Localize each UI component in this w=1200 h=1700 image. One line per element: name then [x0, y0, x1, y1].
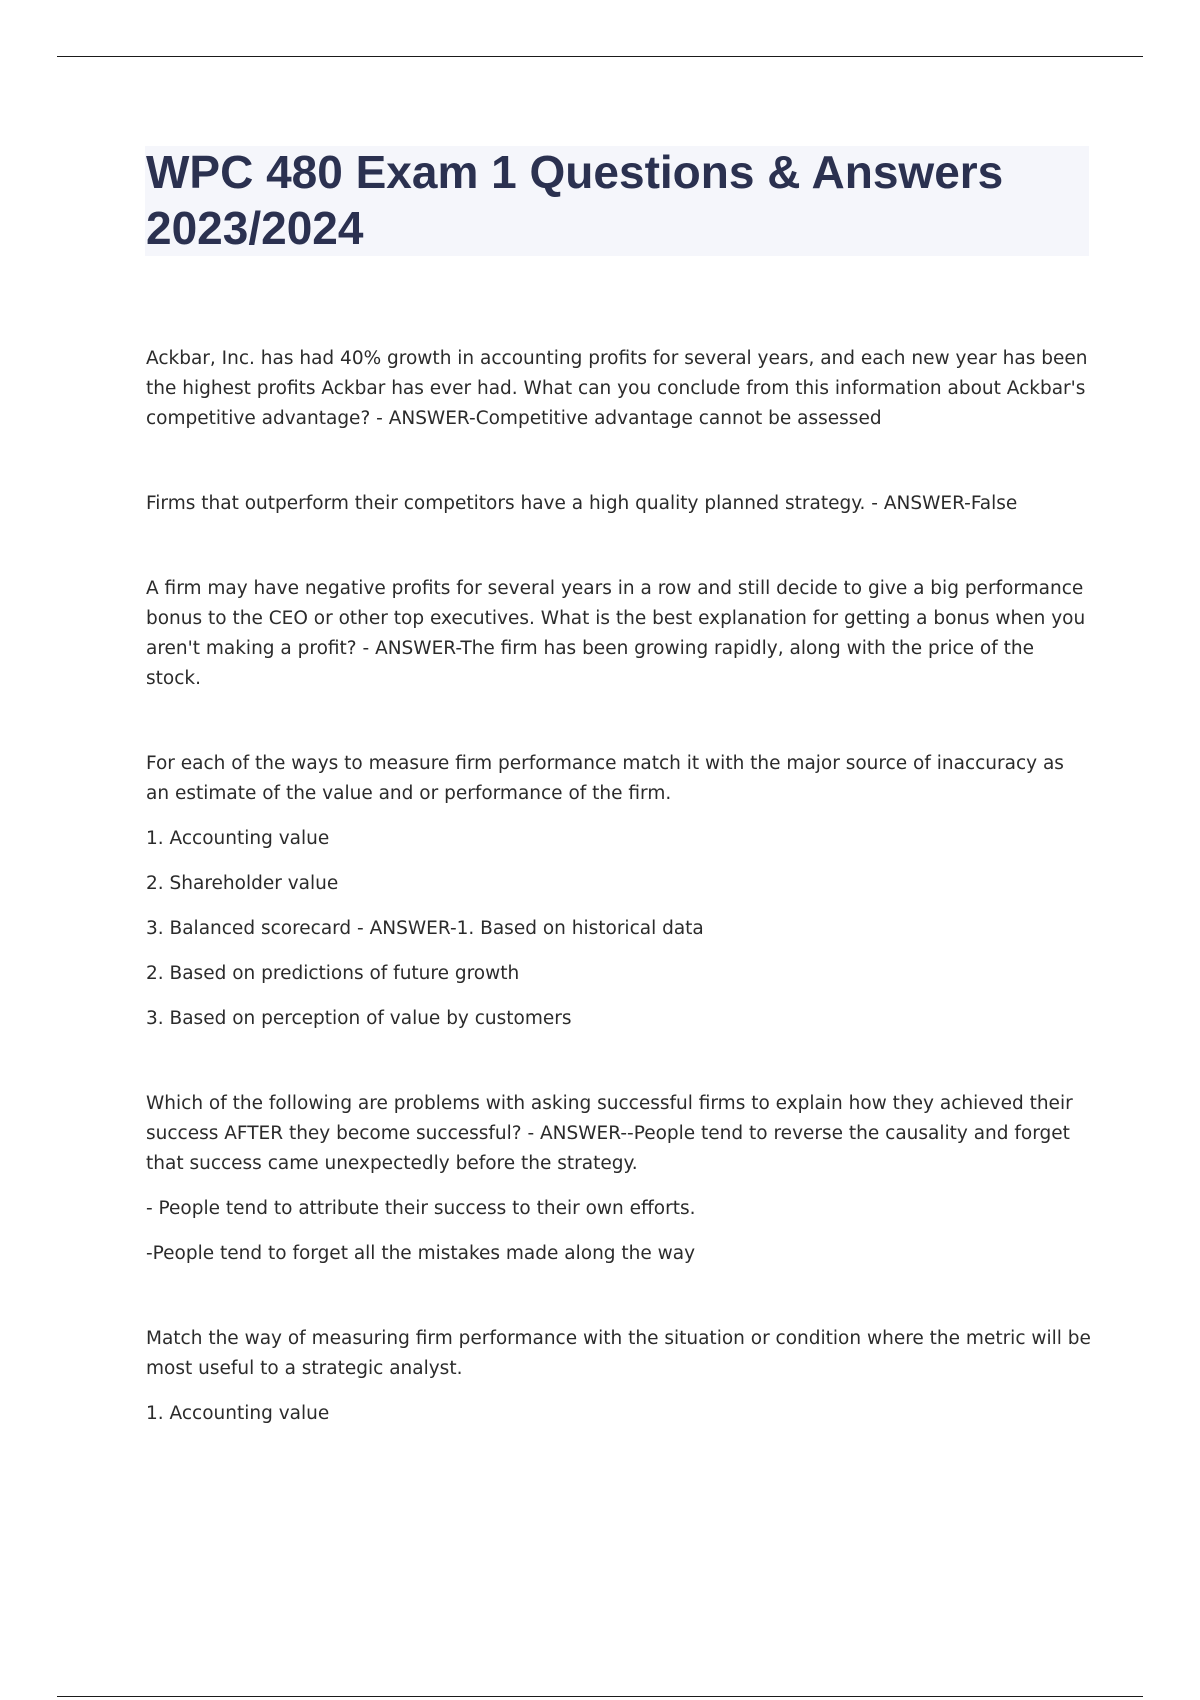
- qa-item: [146, 749, 1092, 1034]
- document-title: [146, 144, 1086, 256]
- qa-paragraph: 1. Accounting value: [146, 828, 330, 849]
- qa-paragraph: 2. Shareholder value: [146, 873, 339, 894]
- qa-paragraph: Match the way of measuring firm performance with the situation or condition where the metric will be most useful to a strategic analyst.: [146, 1328, 1091, 1379]
- top-rule: [57, 56, 1143, 57]
- qa-item: [146, 344, 1092, 434]
- qa-item: [146, 1089, 1092, 1269]
- qa-paragraph: Ackbar, Inc. has had 40% growth in accounting profits for several years, and each new year has been the highest profits Ackbar has ever had. What can you conclude from this information about Ackbar's competitive advantage? - ANSWER-Competitive advantage cannot be assessed: [146, 348, 1088, 429]
- title-line-2: 2023/2024: [146, 202, 364, 254]
- qa-item: [146, 1324, 1092, 1429]
- qa-paragraph: 2. Based on predictions of future growth: [146, 963, 520, 984]
- title-line-1: WPC 480 Exam 1 Questions & Answers: [146, 146, 1004, 198]
- qa-paragraph: For each of the ways to measure firm performance match it with the major source of inaccuracy as an estimate of the value and or performance of the firm.: [146, 753, 1064, 804]
- qa-paragraph: 3. Balanced scorecard - ANSWER-1. Based on historical data: [146, 918, 704, 939]
- qa-paragraph: Firms that outperform their competitors have a high quality planned strategy. - ANSWER-False: [146, 493, 1018, 514]
- qa-paragraph: -People tend to forget all the mistakes made along the way: [146, 1243, 696, 1264]
- qa-paragraph: 1. Accounting value: [146, 1403, 330, 1424]
- qa-list: [146, 344, 1092, 1484]
- qa-paragraph: 3. Based on perception of value by customers: [146, 1008, 572, 1029]
- qa-paragraph: Which of the following are problems with asking successful firms to explain how they achieved their success AFTER they become successful? - ANSWER--People tend to reverse the causality and forget that success came unexpectedly before the strategy.: [146, 1093, 1073, 1174]
- bottom-rule: [57, 1696, 1143, 1697]
- qa-paragraph: - People tend to attribute their success to their own efforts.: [146, 1198, 696, 1219]
- qa-paragraph: A firm may have negative profits for several years in a row and still decide to give a big performance bonus to the CEO or other top executives. What is the best explanation for getting a bonus when you aren't making a profit? - ANSWER-The firm has been growing rapidly, along with the price of the stock.: [146, 578, 1086, 689]
- qa-item: [146, 574, 1092, 694]
- qa-item: [146, 489, 1092, 519]
